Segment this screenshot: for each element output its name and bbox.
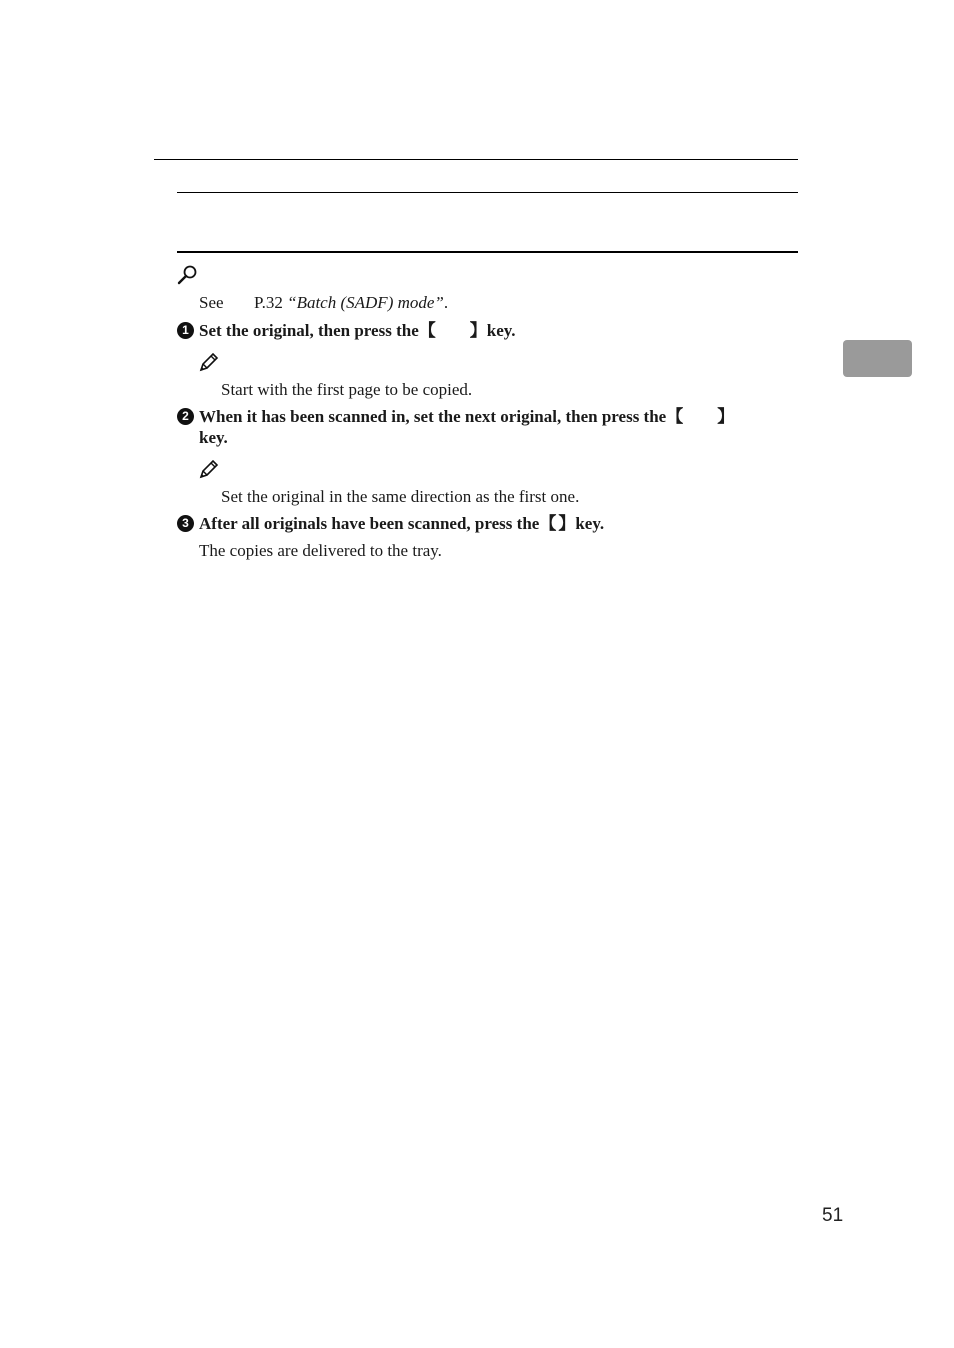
- note-1-text: Start with the first page to be copied.: [221, 380, 473, 399]
- pencil-note-icon: [199, 352, 219, 372]
- reference-line: [199, 292, 448, 313]
- step-2-text-line2: key.: [199, 428, 228, 447]
- step-number-1: 1: [177, 322, 194, 339]
- note-2-text: Set the original in the same direction as the first one.: [221, 487, 580, 506]
- header-rule-bottom: [177, 251, 798, 253]
- header-rule-top: [154, 159, 798, 160]
- reference-title[interactable]: “Batch (SADF) mode”: [287, 293, 444, 312]
- reference-see: See: [199, 293, 224, 312]
- magnifier-icon: [177, 264, 199, 286]
- pencil-note-icon: [199, 459, 219, 479]
- reference-period: .: [443, 293, 449, 312]
- step-number-3: 3: [177, 515, 194, 532]
- page-number: 51: [822, 1205, 844, 1226]
- step-number-2: 2: [177, 408, 194, 425]
- step-2-text-line1: When it has been scanned in, set the next original, then press the【 】: [199, 407, 735, 426]
- reference-page[interactable]: P.32: [254, 293, 283, 312]
- chapter-tab: [843, 340, 912, 377]
- header-rule-middle: [177, 192, 798, 193]
- step-3-text: After all originals have been scanned, press the【 】key.: [199, 514, 605, 533]
- step-1-text: Set the original, then press the【 】key.: [199, 321, 516, 340]
- step-3-result: The copies are delivered to the tray.: [199, 541, 442, 560]
